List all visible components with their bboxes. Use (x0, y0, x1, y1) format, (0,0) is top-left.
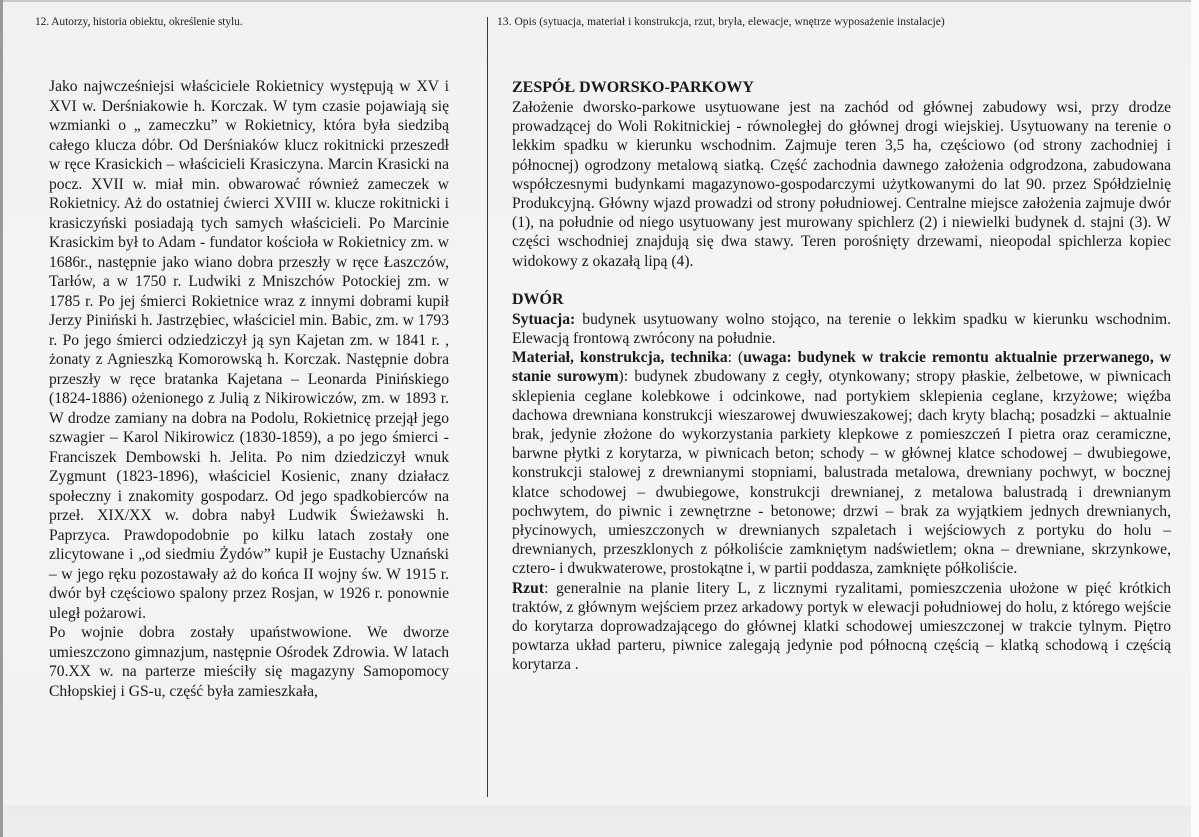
column-divider (487, 17, 488, 797)
material-paragraph (512, 348, 1171, 578)
plan-label: Rzut (512, 579, 545, 597)
material-label: Materiał, konstrukcja, technika (512, 349, 728, 367)
history-paragraph: Jako najwcześniejsi właściciele Rokietnicy występują w XV i XVI w. Derśniakowie h. Korczak. W tym czasie pojawiają się wzmianki o „ zameczku” w Rokietnicy, która była siedzibą całego klucza dóbr. Od Derśniaków klucz rokitnicki przeszedł w ręce Krasickich – właścicieli Krasiczyna. Marcin Krasicki na pocz. XVII w. miał min. obwarować również zameczek w Rokietnicy. Aż do ostatniej ćwierci XVIII w. klucze rokitnicki i krasiczyński posiadają tych samych właścicieli. Po Marcinie Krasickim był to Adam - fundator kościoła w Rokietnicy zm. w 1686r., następnie jako wiano dobra przeszły w ręce Łaszczów, Tarłów, a w 1750 r. Ludwiki z Mniszchów Potockiej zm. w 1785 r. Po jej śmierci Rokietnice wraz z innymi dobrami kupił Jerzy Piniński h. Jastrzębiec, właściciel min. Babic, zm. w 1793 r. Po jego śmierci odziedziczył ją syn Kajetan zm. w 1841 r. , żonaty z Agnieszką Komorowską h. Korczak. Następnie dobra przeszły w ręce bratanka Kajetana – Leonarda Pinińskiego (1824-1886) ożenionego z Julią z Nikirowiczów, zm. w 1893 r. W drodze zamiany na dobra na Podolu, Rokietnicę przejął jego szwagier – Karol Nikirowicz (1830-1859), a po jego śmierci - Franciszek Dembowski h. Jelita. Po nim dziedziczył wnuk Zygmunt (1823-1896), właściciel Kosienic, znany działacz społeczny i znakomity gospodarz. Od jego spadkobierców na przeł. XIX/XX w. dobra nabył Ludwik Świeżawski h. Paprzyca. Prawdopodobnie po kilku latach zostały one zlicytowane i „od siedmiu Żydów” kupił je Eustachy Uznański – w jego ręku pozostawały aż do końca II wojny św. W 1915 r. dwór był częściowo spalony przez Rosjan, w 1926 r. ponownie uległ pożarowi. (49, 78, 449, 622)
plan-paragraph (512, 579, 1171, 675)
history-paragraph: Po wojnie dobra zostały upaństwowione. We dworze umieszczono gimnazjum, następnie Ośrodek Zdrowia. W latach 70.XX w. na parterze mieściły się magazyny Samopomocy Chłopskiej i GS-u, część była zamieszkała, (49, 624, 449, 700)
situation-paragraph (512, 310, 1171, 348)
spacer (512, 271, 1171, 290)
plan-text: : generalnie na planie litery L, z licznymi ryzalitami, pomieszczenia ułożone w pięć krótkich traktów, z głównym wejściem przez arkadowy portyk w elewacji południowej do holu, z którego wejście do korytarza doprowadzającego do głównej klatki schodowej umieszczonej w trakcie tylnym. Piętro powtarza układ parteru, piwnice zalegają jedynie pod północną częścią – klatką schodową i częścią korytarza . (512, 579, 1171, 674)
scan-left-edge (0, 0, 3, 837)
material-note: uwaga: budynek w trakcie remontu aktualnie przerwanego, w stanie surowym (512, 349, 1171, 386)
section-heading-ensemble: ZESPÓŁ DWORSKO-PARKOWY (512, 79, 754, 96)
right-section-header: 13. Opis (sytuacja, materiał i konstrukcja, rzut, bryła, elewacje, wnętrze wyposażenie instalacje) (497, 16, 945, 28)
scan-top-edge (0, 0, 1199, 2)
history-column (49, 77, 449, 701)
left-section-header: 12. Autorzy, historia obiektu, określenie stylu. (35, 16, 243, 28)
situation-label: Sytuacja: (512, 310, 576, 328)
ensemble-description: Założenie dworsko-parkowe usytuowane jest na zachód od głównej zabudowy wsi, przy drodze prowadzącej do Woli Rokitnickiej - równoległej do głównej drogi wiejskiej. Usytuowany na terenie o lekkim spadku w kierunku wschodnim. Zajmuje teren 3,5 ha, częściowo (od strony zachodniej i północnej) ogrodzony metalową siatką. Część zachodnia dawnego założenia odgrodzona, zabudowana współczesnymi budynkami magazynowo-gospodarczymi użytkowanymi do lat 90. przez Spółdzielnię Produkcyjną. Główny wjazd prowadzi od strony południowej. Centralne miejsce założenia zajmuje dwór (1), na południe od niego usytuowany jest murowany spichlerz (2) i niewielki budynek d. stajni (3). W części wschodniej znajdują się dwa stawy. Teren porośnięty drzewami, nieopodal spichlerza kopiec widokowy z okazałą lipą (4). (512, 99, 1171, 270)
material-text: ): budynek zbudowany z cegły, otynkowany; stropy płaskie, żelbetowe, w piwnicach sklepienia ceglane kolebkowe i odcinkowe, nad portykiem sklepienia ceglane, krzyżowe; więźba dachowa drewniana konstrukcji wieszarowej dwuwieszakowej; dach kryty blachą; posadzki – aktualnie brak, jedynie złożone do wykorzystania parkiety klepkowe z pomieszczeń I pietra oraz ceramiczne, barwne płytki z korytarza, w piwnicach beton; schody – w głównej klatce schodowej – dwubiegowe, konstrukcji stalowej z drewnianymi stopniami, balustrada metalowa, drewniany pochwyt, w bocznej klatce schodowej – dwubiegowe, konstrukcji drewnianej, z metalowa balustradą i drewnianym pochwytem, do piwnic i zewnętrzne - betonowe; drzwi – brak za wyjątkiem jednych drewnianych, płycinowych, umieszczonych w drewnianych szpaletach i wejściowych z portyku do holu – drewnianych, przeszklonych z półkoliście zamkniętym nadświetlem; okna – drewniane, skrzynkowe, cztero- i dwukwaterowe, prostokątne i, w partii poddasza, zamknięte półkoliście. (512, 368, 1171, 578)
material-colon: : ( (727, 349, 744, 367)
section-heading-manor: DWÓR (512, 290, 564, 308)
situation-text: budynek usytuowany wolno stojąco, na terenie o lekkim spadku w kierunku wschodnim. Elewacją frontową zwrócony na południe. (512, 310, 1171, 348)
description-column (512, 78, 1171, 675)
scan-right-edge (1191, 0, 1199, 837)
